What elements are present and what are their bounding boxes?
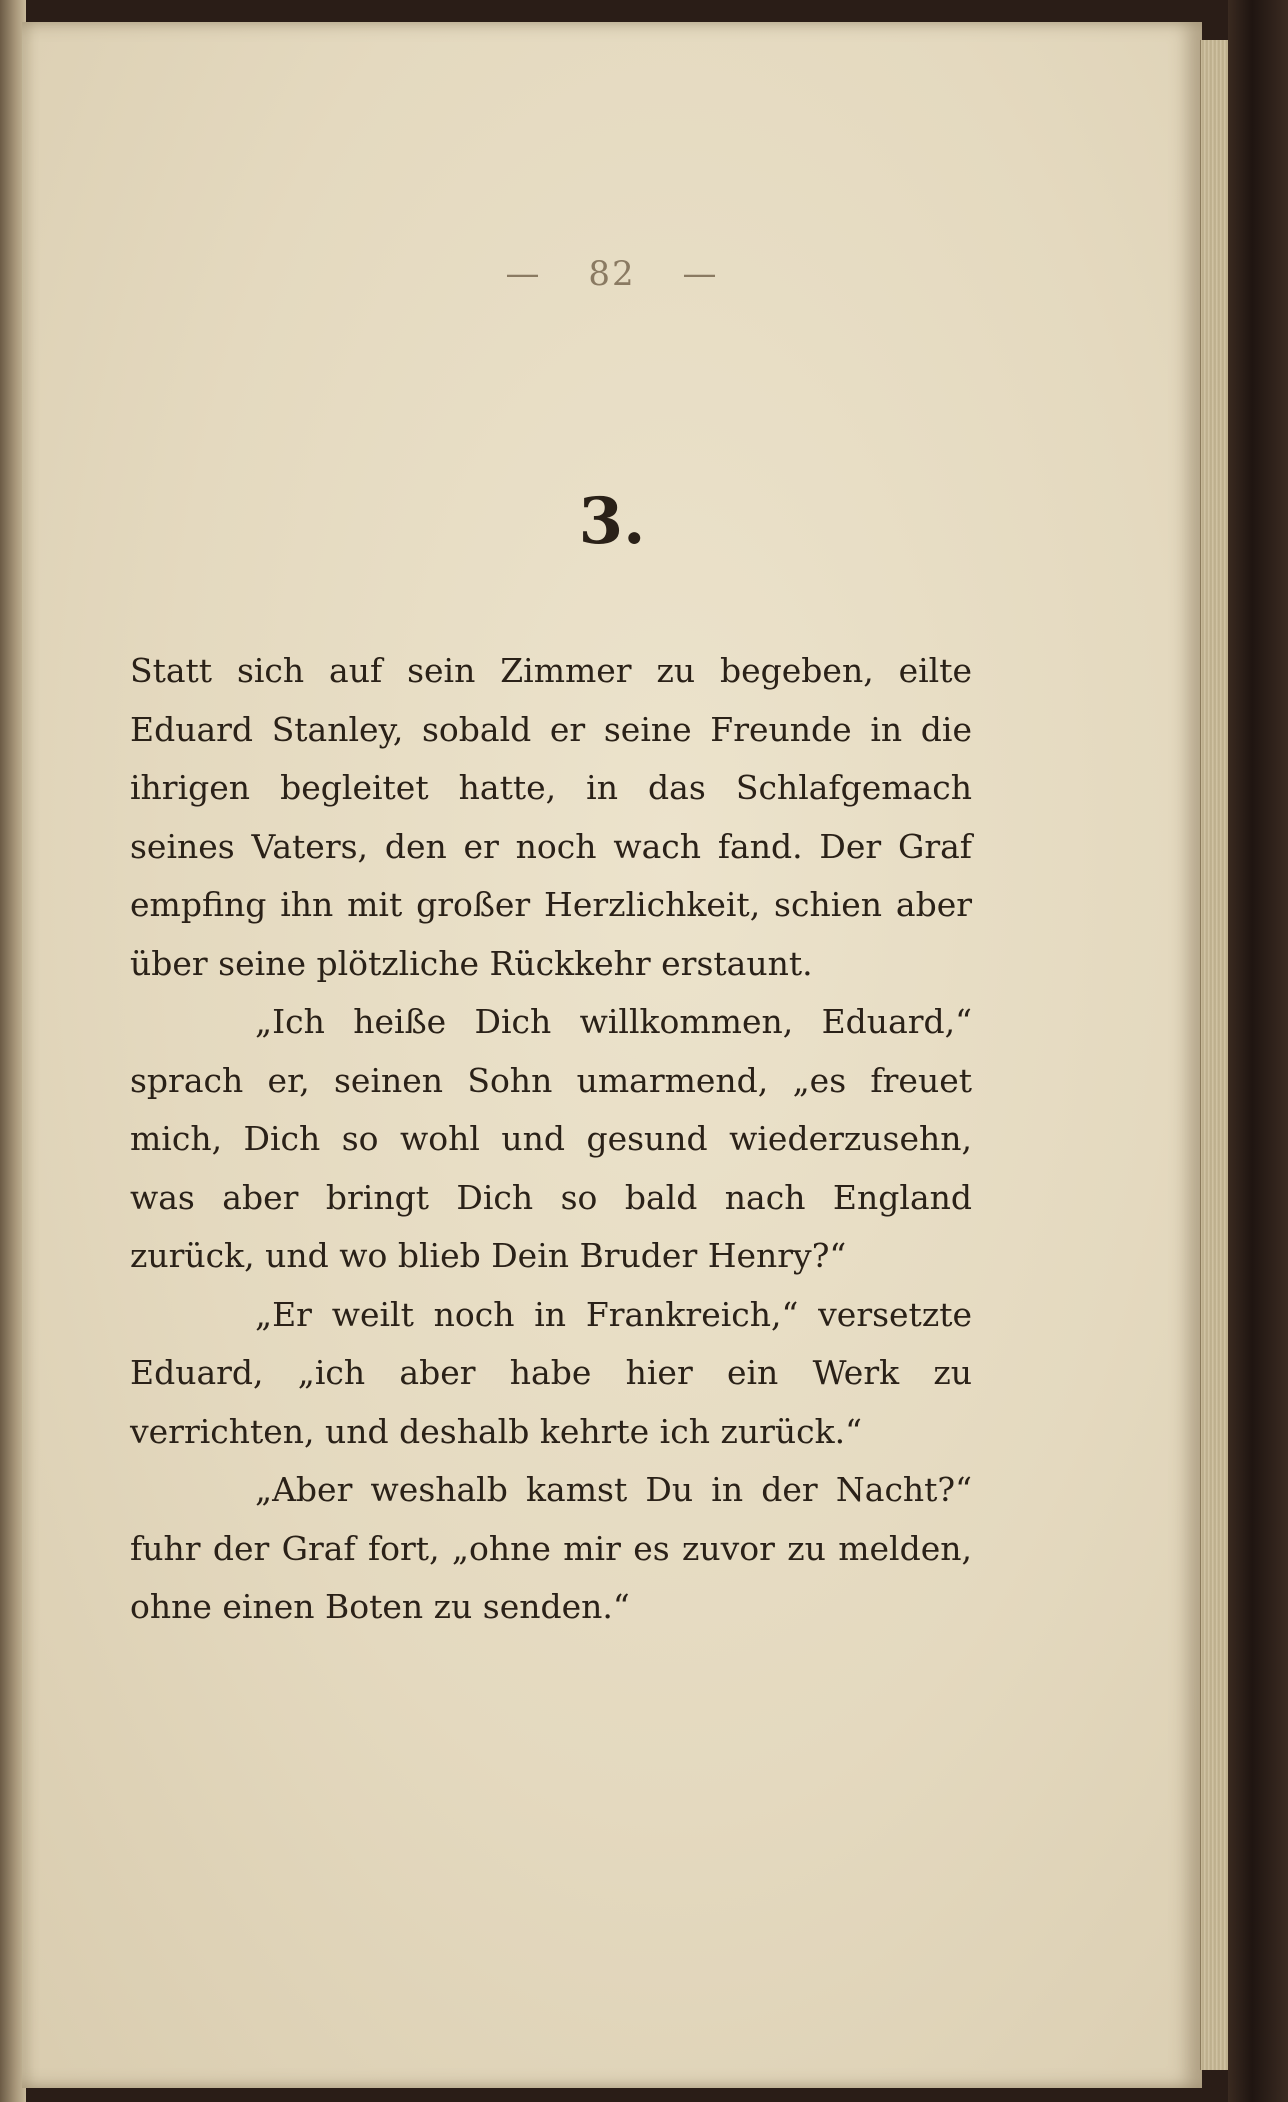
show-through-text: [132, 322, 982, 622]
page-number-dash-left: —: [505, 254, 542, 294]
chapter-number: 3.: [578, 484, 646, 559]
paragraph-2: „Ich heiße Dich willkommen, Eduard,“ sprach er, seinen Sohn umarmend, „es freuet mich, Dich so wohl und gesund wiederzusehn, was aber bringt Dich so bald nach England zurück, und wo blieb Dein Bruder Henry?“: [130, 1002, 972, 1275]
book-page: [22, 22, 1202, 2088]
page-stack-edge: [1200, 40, 1231, 2070]
page-number-value: 82: [588, 254, 636, 294]
book-cover-edge: [1228, 0, 1288, 2102]
page-number: [22, 254, 1202, 294]
paragraph-1: Statt sich auf sein Zimmer zu begeben, eilte Eduard Stanley, sobald er seine Freunde in die ihrigen begleitet hatte, in das Schlafgemach seines Vaters, den er noch wach fand. Der Graf empfing ihn mit großer Herzlichkeit, schien aber über seine plötzliche Rückkehr erstaunt.: [130, 651, 972, 983]
paragraph-3: „Er weilt noch in Frankreich,“ versetzte Eduard, „ich aber habe hier ein Werk zu verrichten, und deshalb kehrte ich zurück.“: [130, 1294, 972, 1451]
paragraph-4: „Aber weshalb kamst Du in der Nacht?“ fuhr der Graf fort, „ohne mir es zuvor zu melden, ohne einen Boten zu senden.“: [130, 1470, 972, 1626]
body-text: [130, 642, 972, 1637]
page-number-dash-right: —: [682, 254, 719, 294]
